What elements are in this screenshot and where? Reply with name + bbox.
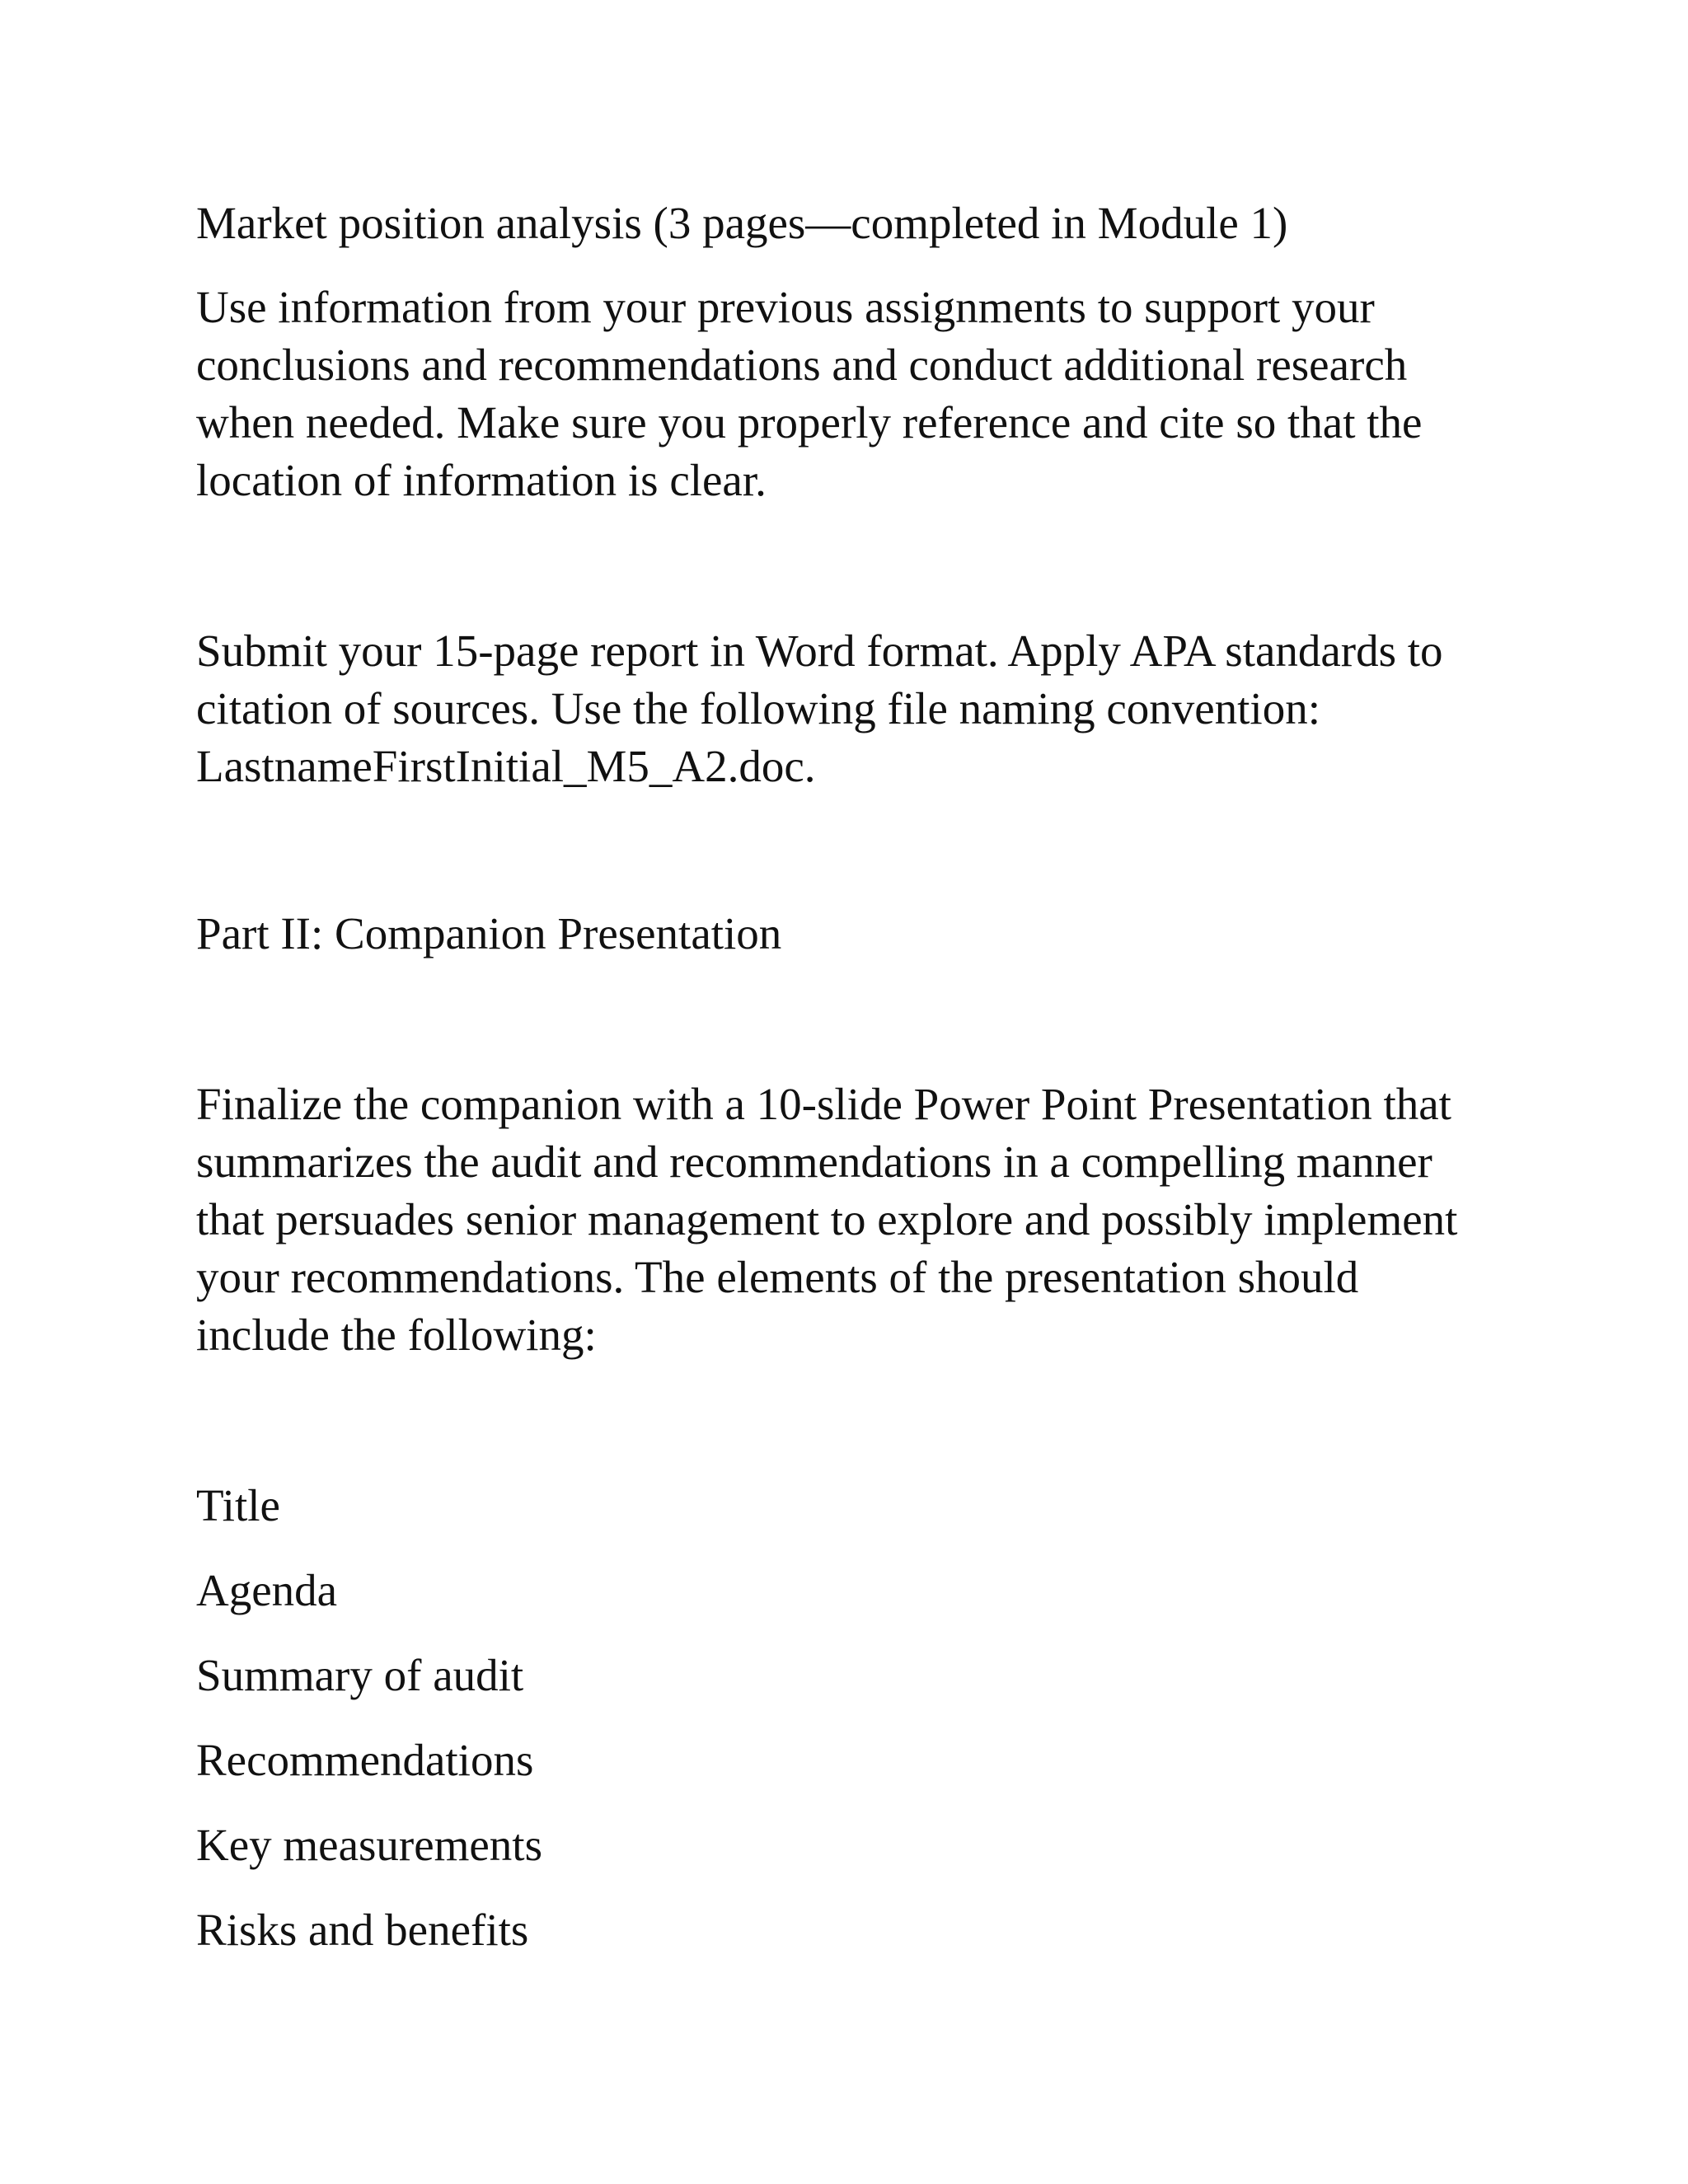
list-item-agenda: Agenda: [196, 1565, 338, 1615]
list-item-key-measurements: Key measurements: [196, 1820, 542, 1870]
list-item-summary-of-audit: Summary of audit: [196, 1650, 524, 1700]
finalize-presentation-paragraph: Finalize the companion with a 10-slide Power Point Presentation that summarizes the audit and recommendations in a compelling manner that persuades senior management to explore and possibly implement your recommendations. The elements of the presentation should include the following:: [196, 1079, 1458, 1360]
list-item-recommendations: Recommendations: [196, 1735, 534, 1785]
list-item-title: Title: [196, 1480, 280, 1530]
market-position-line: Market position analysis (3 pages—completed in Module 1): [196, 198, 1288, 248]
part-two-heading: Part II: Companion Presentation: [196, 908, 782, 958]
use-information-paragraph: Use information from your previous assignments to support your conclusions and recommendations and conduct additional research when needed. Make sure you properly reference and cite so that the location of information is clear.: [196, 282, 1423, 505]
submit-report-paragraph: Submit your 15-page report in Word format. Apply APA standards to citation of sources. Use the following file naming convention: LastnameFirstInitial_M5_A2.doc.: [196, 626, 1443, 791]
list-item-risks-and-benefits: Risks and benefits: [196, 1905, 529, 1955]
